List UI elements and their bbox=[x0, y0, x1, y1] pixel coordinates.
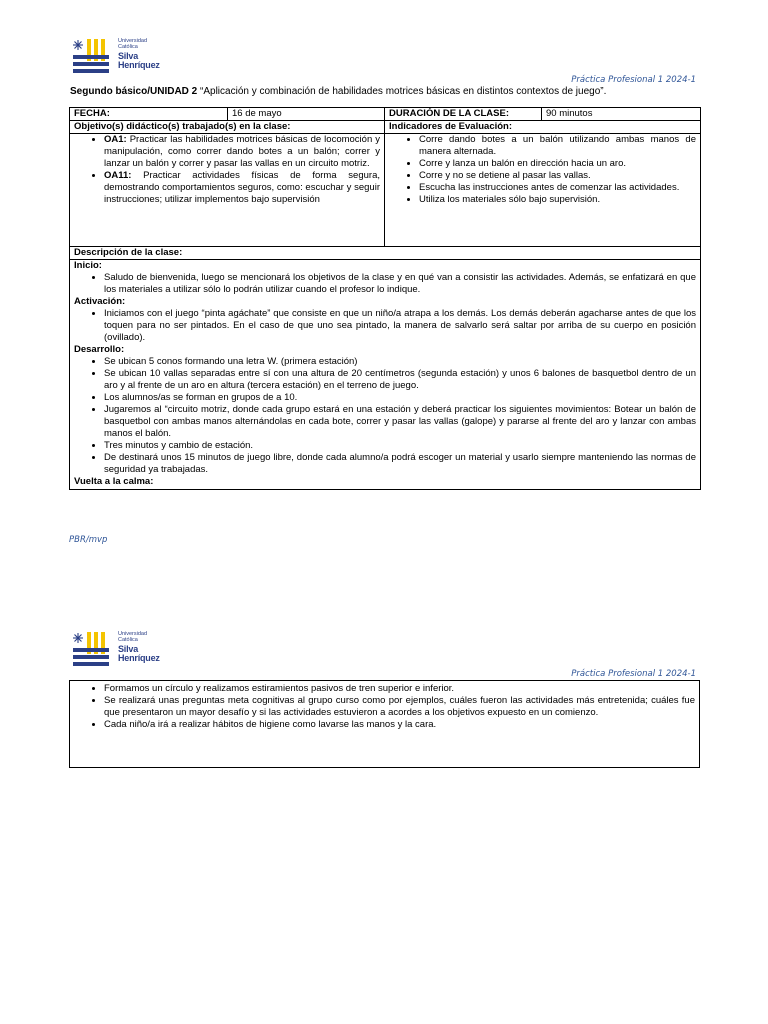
vuelta-label: Vuelta a la calma: bbox=[74, 476, 154, 487]
list-item: • Se ubican 10 vallas separadas entre sí con una altura de 20 centímetros (segunda estación) y unos 6 balones de basquetbol dentro de un aro y al frente de un aro en altura (tercera estación) en el terreno de juego. bbox=[104, 368, 696, 392]
objetivos-label: Objetivo(s) didáctico(s) trabajado(s) en la clase: bbox=[70, 121, 385, 134]
list-item: • Utiliza los materiales sólo bajo supervisión. bbox=[419, 194, 696, 206]
table-row-descripcion bbox=[70, 260, 701, 490]
logo-emblem-icon bbox=[72, 38, 110, 74]
duracion-label: DURACIÓN DE LA CLASE: bbox=[385, 108, 542, 121]
list-item: • Corre y no se detiene al pasar las vallas. bbox=[419, 170, 696, 182]
list-item: • Jugaremos al “circuito motriz, donde cada grupo estará en una estación y deberá practicar los siguientes movimientos: Botear un balón de basquetbol con ambas manos alternándolas en cada bote, correr y pasar las vallas (galope) y pararse al frente del aro y lanzar con ambas manos el balón. bbox=[104, 404, 696, 440]
list-item-oa1 bbox=[104, 134, 380, 170]
header-practica: Práctica Profesional 1 2024-1 bbox=[571, 75, 696, 85]
logo-line2: Católica bbox=[118, 43, 138, 50]
indicadores-cell bbox=[385, 134, 701, 247]
table-row-content bbox=[70, 134, 701, 247]
unit-title-text: “Aplicación y combinación de habilidades motrices básicas en distintos contextos de juego”. bbox=[197, 86, 607, 97]
duracion-value: 90 minutos bbox=[542, 108, 701, 121]
list-item: • Cada niño/a irá a realizar hábitos de higiene como lavarse las manos y la cara. bbox=[104, 719, 695, 731]
lesson-plan-table bbox=[69, 107, 701, 490]
university-logo bbox=[72, 38, 182, 78]
activacion-label: Activación: bbox=[74, 296, 126, 307]
list-item: • Tres minutos y cambio de estación. bbox=[104, 440, 696, 452]
list-item: • De destinará unos 15 minutos de juego libre, donde cada alumno/a podrá escoger un material y usarlo siempre manteniendo las normas de seguridad ya trabajadas. bbox=[104, 452, 696, 476]
oa1-code: OA1: bbox=[104, 134, 127, 145]
list-item: • Corre dando botes a un balón utilizando ambas manos de manera alternada. bbox=[419, 134, 696, 158]
indicadores-label: Indicadores de Evaluación: bbox=[385, 121, 701, 134]
indicadores-list bbox=[389, 134, 696, 206]
list-item: • Formamos un círculo y realizamos estiramientos pasivos de tren superior e inferior. bbox=[104, 683, 695, 695]
list-item: • Saludo de bienvenida, luego se mencionará los objetivos de la clase y en qué van a consistir las actividades. Además, se enfatizará en que los materiales a utilizar sólo lo podrán utilizar cuando el profesor lo indique. bbox=[104, 272, 696, 296]
list-item: • Se ubican 5 conos formando una letra W. (primera estación) bbox=[104, 356, 696, 368]
footer-note: PBR/mvp bbox=[69, 535, 108, 545]
unit-title-bold: Segundo básico/UNIDAD 2 bbox=[70, 86, 198, 97]
logo-line3: Silva bbox=[118, 51, 139, 61]
desarrollo-label: Desarrollo: bbox=[74, 344, 125, 355]
list-item: • Se realizará unas preguntas meta cognitivas al grupo curso como por ejemplos, cuáles fueron las actividades más entretenida; cuáles fue que presentaron un mayor desafío y si las actividades estuvieron a acordes a los objetivos expuesto en un comienzo. bbox=[104, 695, 695, 719]
list-item: • Escucha las instrucciones antes de comenzar las actividades. bbox=[419, 182, 696, 194]
inicio-list bbox=[74, 272, 696, 296]
logo-line1: Universidad bbox=[118, 38, 148, 44]
table-row-descripcion-header bbox=[70, 247, 701, 260]
descripcion-label: Descripción de la clase: bbox=[70, 247, 701, 260]
oa11-text: Practicar actividades físicas de forma segura, demostrando comportamientos seguros, como: escuchar y seguir instrucciones; utilizar implementos bajo supervisión bbox=[104, 170, 380, 205]
table-row-fecha bbox=[70, 108, 701, 121]
vuelta-calma-box bbox=[69, 680, 700, 768]
oa1-text: Practicar las habilidades motrices básicas de locomoción y manipulación, como correr dando botes a un balón; correr y lanzar un balón y correr y pasar las vallas en un circuito motriz. bbox=[104, 134, 380, 169]
objetivos-list bbox=[74, 134, 380, 206]
list-item: • Corre y lanza un balón en dirección hacia un aro. bbox=[419, 158, 696, 170]
fecha-label: FECHA: bbox=[70, 108, 228, 121]
list-item: • Iniciamos con el juego “pinta agáchate” que consiste en que un niño/a atrapa a los demás. Los demás deberán agacharse antes de que los toquen para no ser pintados. En el caso de que uno sea pintado, la manera de salvarlo será saltar por arriba de su cuerpo en posición (ovillado). bbox=[104, 308, 696, 344]
oa11-code: OA11: bbox=[104, 170, 132, 181]
logo-line4: Henríquez bbox=[118, 653, 160, 663]
inicio-label: Inicio: bbox=[74, 260, 102, 271]
logo-emblem-icon bbox=[72, 631, 110, 667]
desarrollo-list bbox=[74, 356, 696, 476]
objetivos-cell bbox=[70, 134, 385, 247]
logo-line2: Católica bbox=[118, 636, 138, 643]
vuelta-list bbox=[74, 683, 695, 731]
list-item-oa11 bbox=[104, 170, 380, 206]
university-logo-page2 bbox=[72, 631, 182, 671]
table-row-headers bbox=[70, 121, 701, 134]
descripcion-cell bbox=[70, 260, 701, 490]
unit-title bbox=[70, 86, 606, 97]
activacion-list bbox=[74, 308, 696, 344]
logo-line4: Henríquez bbox=[118, 60, 160, 70]
list-item: • Los alumnos/as se forman en grupos de a 10. bbox=[104, 392, 696, 404]
header-practica-page2: Práctica Profesional 1 2024-1 bbox=[571, 669, 696, 679]
logo-line3: Silva bbox=[118, 644, 139, 654]
logo-line1: Universidad bbox=[118, 631, 148, 637]
fecha-value: 16 de mayo bbox=[228, 108, 385, 121]
